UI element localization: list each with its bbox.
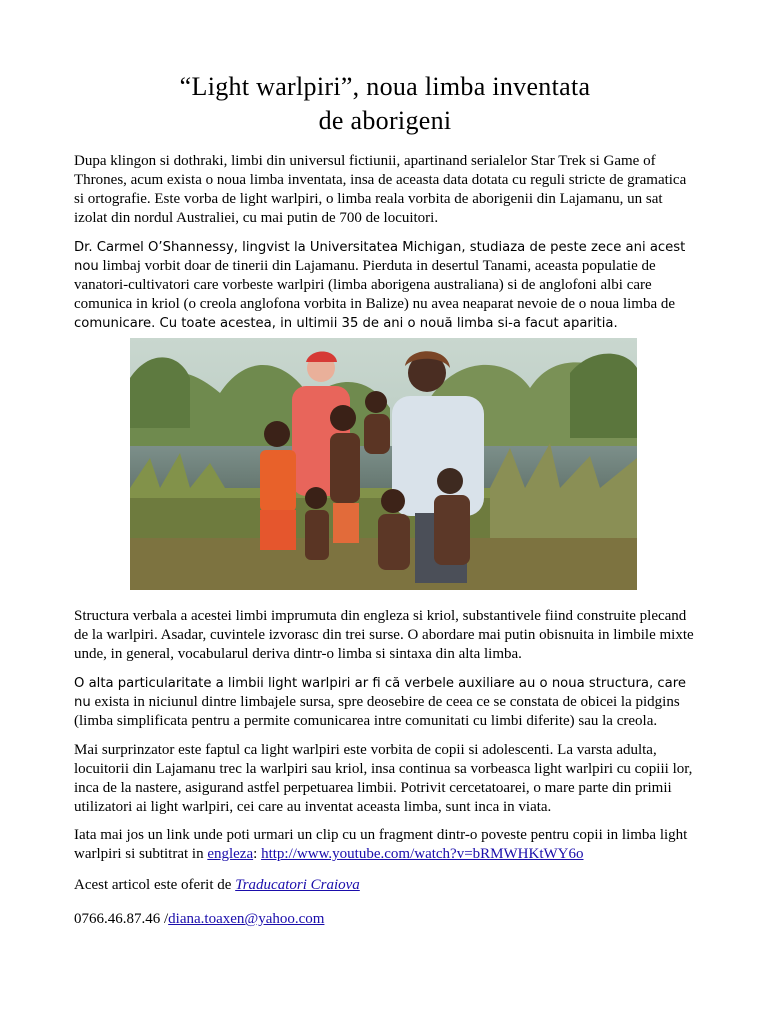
link-traducatori-craiova[interactable]: Traducatori Craiova xyxy=(235,877,360,893)
credit-text: Acest articol este oferit de xyxy=(74,877,236,893)
title-line-2: de aborigeni xyxy=(318,106,452,135)
link-youtube[interactable]: http://www.youtube.com/watch?v=bRMWHKtWY6o xyxy=(261,846,584,862)
paragraph-structure: Structura verbala a acestei limbi imprumuta din engleza si kriol, substantivele fiind construite plecand de la warlpiri. Asadar, cuvintele izvorasc din trei surse. O abordare mai putin obisnuita in limbile mixte unde, in general, vocabularul deriva dintr-o limba si sintaxa din alta limba. xyxy=(74,608,694,662)
paragraph-researcher-body: limbaj vorbit doar de tinerii din Lajamanu. Pierduta in desertul Tanami, aceasta populatie de vanatori-cultivatori care vorbeste warlpiri (limba aborigena australiana) si de anglofoni albi care comunica in kriol (o creola anglofona vorbita in Balize) nu avea neaparat nevoie de o noua limba de xyxy=(74,258,676,312)
paragraph-credit xyxy=(74,876,696,895)
paragraph-contact xyxy=(74,910,696,929)
link-email[interactable]: diana.toaxen@yahoo.com xyxy=(168,911,325,927)
contact-phone: 0766.46.87.46 / xyxy=(74,911,169,927)
paragraph-researcher xyxy=(74,238,696,333)
paragraph-speakers: Mai surprinzator este faptul ca light warlpiri este vorbita de copii si adolescenti. La varsta adulta, locuitorii din Lajamanu trec la warlpiri sau kriol, insa continua sa vorbeasca light warlpiri cu copiii lor, inca de la nastere, asigurand astfel perpetuarea limbii. Potrivit cercetatoarei, o mare parte din primii utilizatori ai light warlpiri, cei care au inventat aceasta limba, sunt inca in viata. xyxy=(74,742,693,815)
paragraph-particularity xyxy=(74,674,696,731)
paragraph-video-link xyxy=(74,826,696,864)
video-link-text: Iata mai jos un link unde poti urmari un clip cu un fragment dintr-o poveste pentru copii in limba light warlpiri si subtitrat in xyxy=(74,827,688,862)
paragraph-particularity-line1: O alta particularitate a limbii light warlpiri ar fi că verbele auxiliare au o noua structura, care nu xyxy=(74,676,686,710)
title-line-1: “Light warlpiri”, noua limba inventata xyxy=(179,72,591,101)
photo-aboriginal-family xyxy=(130,338,637,590)
link-engleza[interactable]: engleza xyxy=(207,846,254,862)
video-link-separator: : xyxy=(253,846,262,862)
article-photo xyxy=(130,338,637,590)
paragraph-intro: Dupa klingon si dothraki, limbi din universul fictiunii, apartinand serialelor Star Trek si Game of Thrones, acum exista o noua limba inventata, insa de aceasta data dotata cu reguli stricte de gramatica si ortografie. Este vorba de light warlpiri, o limba reala vorbita de aborigenii din Lajamanu, un sat izolat din nordul Australiei, cu mai putin de 700 de locuitori. xyxy=(74,153,687,226)
article-title xyxy=(74,70,696,138)
paragraph-researcher-end: comunicare. Cu toate acestea, in ultimii 35 de ani o nouă limba si-a facut aparitia. xyxy=(74,316,618,331)
paragraph-particularity-body: exista in niciunul dintre limbajele sursa, spre deosebire de ceea ce se constata de obicei la pidgins (limba simplificata pentru a permite comunicarea intre comunitati cu limbi diferite) sau la creola. xyxy=(74,694,680,729)
paragraph-researcher-line1: Dr. Carmel O’Shannessy, lingvist la Universitatea Michigan, studiaza de peste zece ani acest nou xyxy=(74,240,686,274)
